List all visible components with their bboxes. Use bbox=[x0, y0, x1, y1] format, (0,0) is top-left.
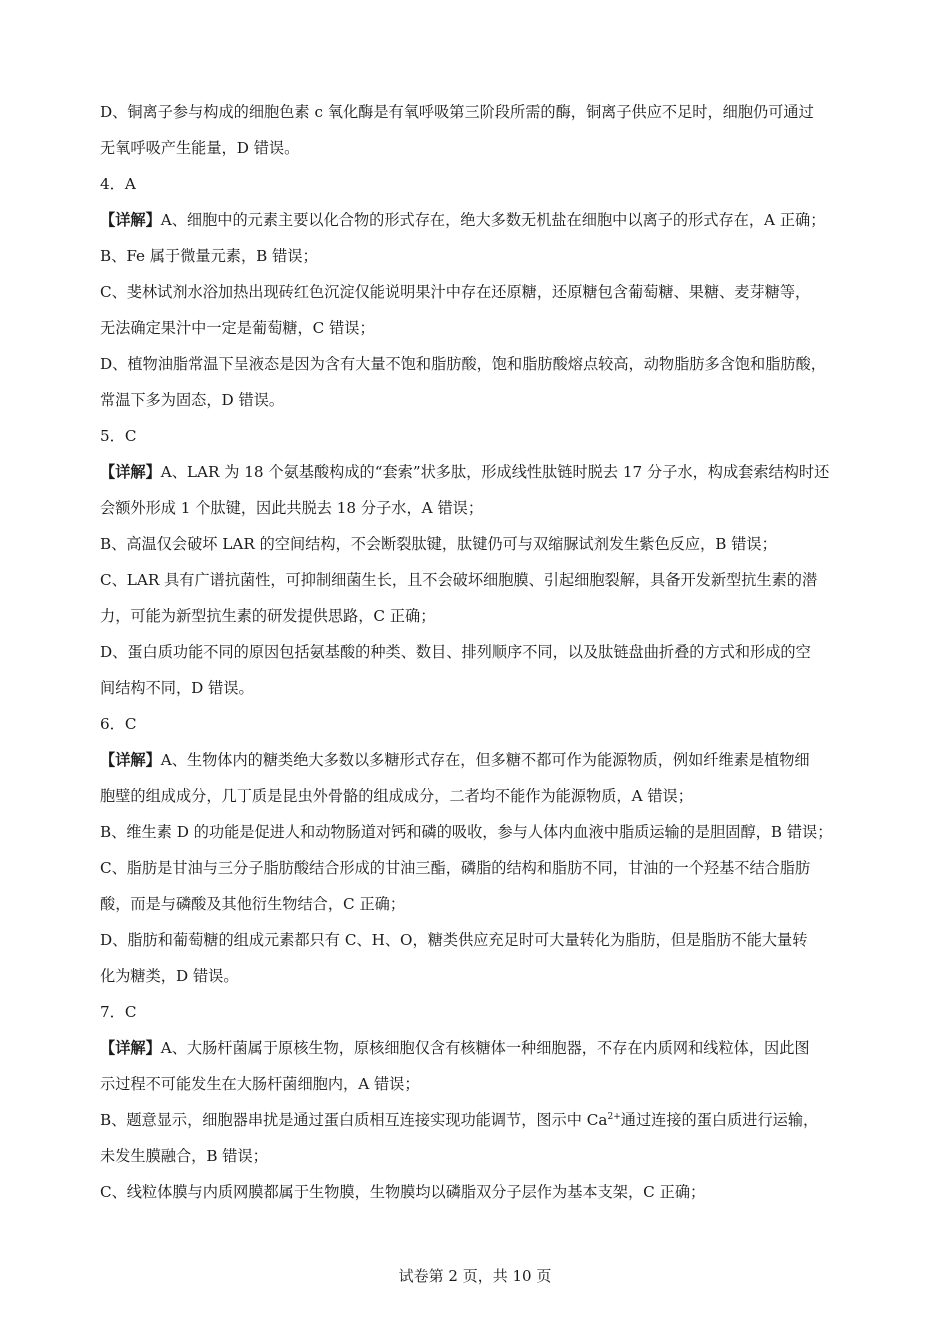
text-line: D、植物油脂常温下呈液态是因为含有大量不饱和脂肪酸，饱和脂肪酸熔点较高，动物脂肪多含饱和脂肪酸， bbox=[100, 355, 826, 373]
text-line: 示过程不可能发生在大肠杆菌细胞内，A 错误； bbox=[100, 1075, 420, 1093]
text-line: C、脂肪是甘油与三分子脂肪酸结合形成的甘油三酯，磷脂的结构和脂肪不同，甘油的一个羟基不结合脂肪 bbox=[100, 859, 811, 877]
detail-tag: 【详解】 bbox=[100, 463, 161, 481]
text-line: B、维生素 D 的功能是促进人和动物肠道对钙和磷的吸收，参与人体内血液中脂质运输的是胆固醇，B 错误； bbox=[100, 823, 833, 841]
text-line: 力，可能为新型抗生素的研发提供思路，C 正确； bbox=[100, 607, 436, 625]
text-line: 未发生膜融合，B 错误； bbox=[100, 1147, 268, 1165]
question-number: 6．C bbox=[100, 715, 137, 733]
text-line: A、大肠杆菌属于原核生物，原核细胞仅含有核糖体一种细胞器，不存在内质网和线粒体，因此图 bbox=[160, 1039, 810, 1057]
text-line-with-superscript bbox=[100, 1102, 860, 1138]
text-segment: 通过连接的蛋白质进行运输， bbox=[620, 1111, 819, 1129]
text-line: C、线粒体膜与内质网膜都属于生物膜，生物膜均以磷脂双分子层作为基本支架，C 正确； bbox=[100, 1183, 706, 1201]
question-number: 4．A bbox=[100, 175, 136, 193]
text-line: 胞壁的组成成分，几丁质是昆虫外骨骼的组成成分，二者均不能作为能源物质，A 错误； bbox=[100, 787, 693, 805]
text-segment: B、题意显示，细胞器串扰是通过蛋白质相互连接实现功能调节，图示中 Ca bbox=[100, 1111, 608, 1129]
detail-tag: 【详解】 bbox=[100, 751, 161, 769]
text-line: D、铜离子参与构成的细胞色素 c 氧化酶是有氧呼吸第三阶段所需的酶，铜离子供应不足时，细胞仍可通过 bbox=[100, 103, 814, 121]
text-line: 酸，而是与磷酸及其他衍生物结合，C 正确； bbox=[100, 895, 406, 913]
answer-content bbox=[100, 94, 860, 1210]
page-footer: 试卷第 2 页，共 10 页 bbox=[398, 1267, 552, 1285]
text-line: 常温下多为固态，D 错误。 bbox=[100, 391, 285, 409]
text-line: D、蛋白质功能不同的原因包括氨基酸的种类、数目、排列顺序不同，以及肽链盘曲折叠的方式和形成的空 bbox=[100, 643, 811, 661]
detail-tag: 【详解】 bbox=[100, 1039, 161, 1057]
superscript-charge: 2+ bbox=[607, 1112, 621, 1122]
detail-line bbox=[100, 742, 860, 778]
text-line: 无法确定果汁中一定是葡萄糖，C 错误； bbox=[100, 319, 375, 337]
detail-line bbox=[100, 1030, 860, 1066]
question-number: 7．C bbox=[100, 1003, 137, 1021]
question-number: 5．C bbox=[100, 427, 137, 445]
text-line: D、脂肪和葡萄糖的组成元素都只有 C、H、O，糖类供应充足时可大量转化为脂肪，但是脂肪不能大量转 bbox=[100, 931, 808, 949]
text-line: A、细胞中的元素主要以化合物的形式存在，绝大多数无机盐在细胞中以离子的形式存在，A 正确； bbox=[160, 211, 826, 229]
text-line: 会额外形成 1 个肽键，因此共脱去 18 分子水，A 错误； bbox=[100, 499, 484, 517]
text-line: 无氧呼吸产生能量，D 错误。 bbox=[100, 139, 300, 157]
text-line: C、LAR 具有广谱抗菌性，可抑制细菌生长，且不会破坏细胞膜、引起细胞裂解，具备开发新型抗生素的潜 bbox=[100, 571, 818, 589]
text-line: 间结构不同，D 错误。 bbox=[100, 679, 254, 697]
text-line: C、斐林试剂水浴加热出现砖红色沉淀仅能说明果汁中存在还原糖，还原糖包含葡萄糖、果糖、麦芽糖等， bbox=[100, 283, 811, 301]
detail-line bbox=[100, 202, 860, 238]
text-line: A、生物体内的糖类绝大多数以多糖形式存在，但多糖不都可作为能源物质，例如纤维素是植物细 bbox=[160, 751, 810, 769]
detail-line bbox=[100, 454, 860, 490]
detail-tag: 【详解】 bbox=[100, 211, 161, 229]
text-line: 化为糖类，D 错误。 bbox=[100, 967, 239, 985]
text-line: B、高温仅会破坏 LAR 的空间结构，不会断裂肽键，肽键仍可与双缩脲试剂发生紫色反应，B 错误； bbox=[100, 535, 777, 553]
text-line: B、Fe 属于微量元素，B 错误； bbox=[100, 247, 318, 265]
text-line: A、LAR 为 18 个氨基酸构成的“套索”状多肽，形成线性肽链时脱去 17 分子水，构成套索结构时还 bbox=[160, 463, 830, 481]
